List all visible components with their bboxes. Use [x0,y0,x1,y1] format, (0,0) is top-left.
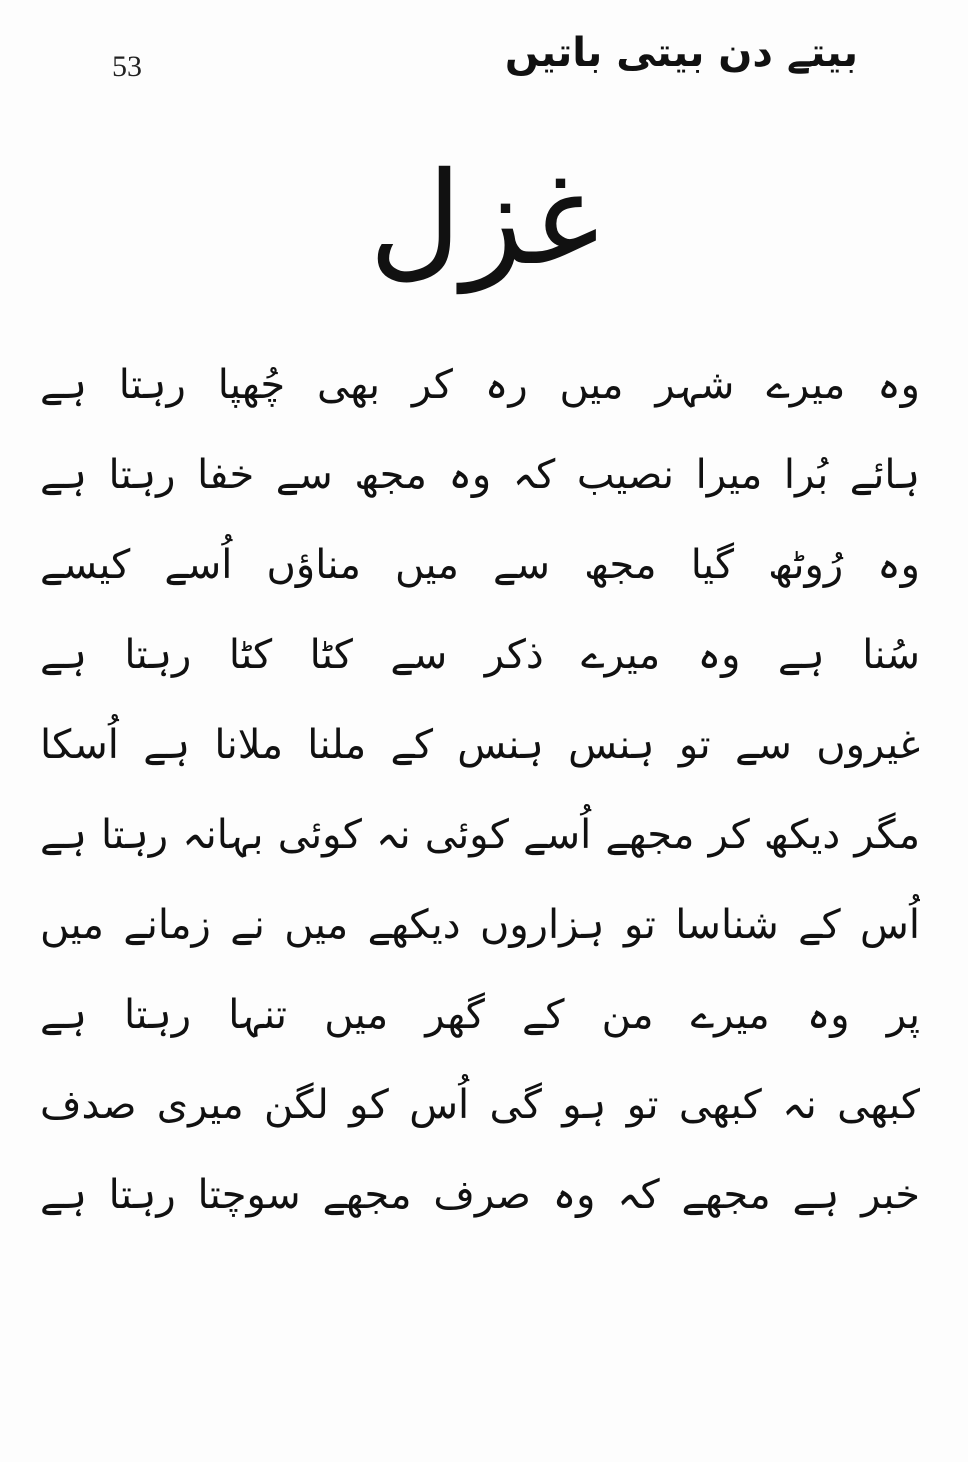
verse-line-4: سُنا ہے وہ میرے ذکر سے کٹا کٹا رہتا ہے [40,632,920,678]
verse-line-9: کبھی نہ کبھی تو ہو گی اُس کو لگن میری صدف [40,1082,920,1128]
verse-line-7: اُس کے شناسا تو ہزاروں دیکھے میں نے زمانے میں [40,902,920,948]
verse-line-5: غیروں سے تو ہنس ہنس کے ملنا ملانا ہے اُسکا [40,722,920,768]
verse-line-8: پر وہ میرے من کے گھر میں تنہا رہتا ہے [40,992,920,1038]
verse-line-1: وہ میرے شہر میں رہ کر بھی چُھپا رہتا ہے [40,362,920,408]
verse-line-2: ہائے بُرا میرا نصیب کہ وہ مجھ سے خفا رہتا ہے [40,452,920,498]
verse-line-6: مگر دیکھ کر مجھے اُسے کوئی نہ کوئی بہانہ رہتا ہے [40,812,920,858]
book-title: بیتے دن بیتی باتیں [504,30,858,76]
verse-line-10: خبر ہے مجھے کہ وہ صرف مجھے سوچتا رہتا ہے [40,1172,920,1218]
poem-verses [40,350,920,1250]
poem-title: غزل [368,145,600,294]
page-number: 53 [112,50,142,83]
verse-line-3: وہ رُوٹھ گیا مجھ سے میں مناؤں اُسے کیسے [40,542,920,588]
